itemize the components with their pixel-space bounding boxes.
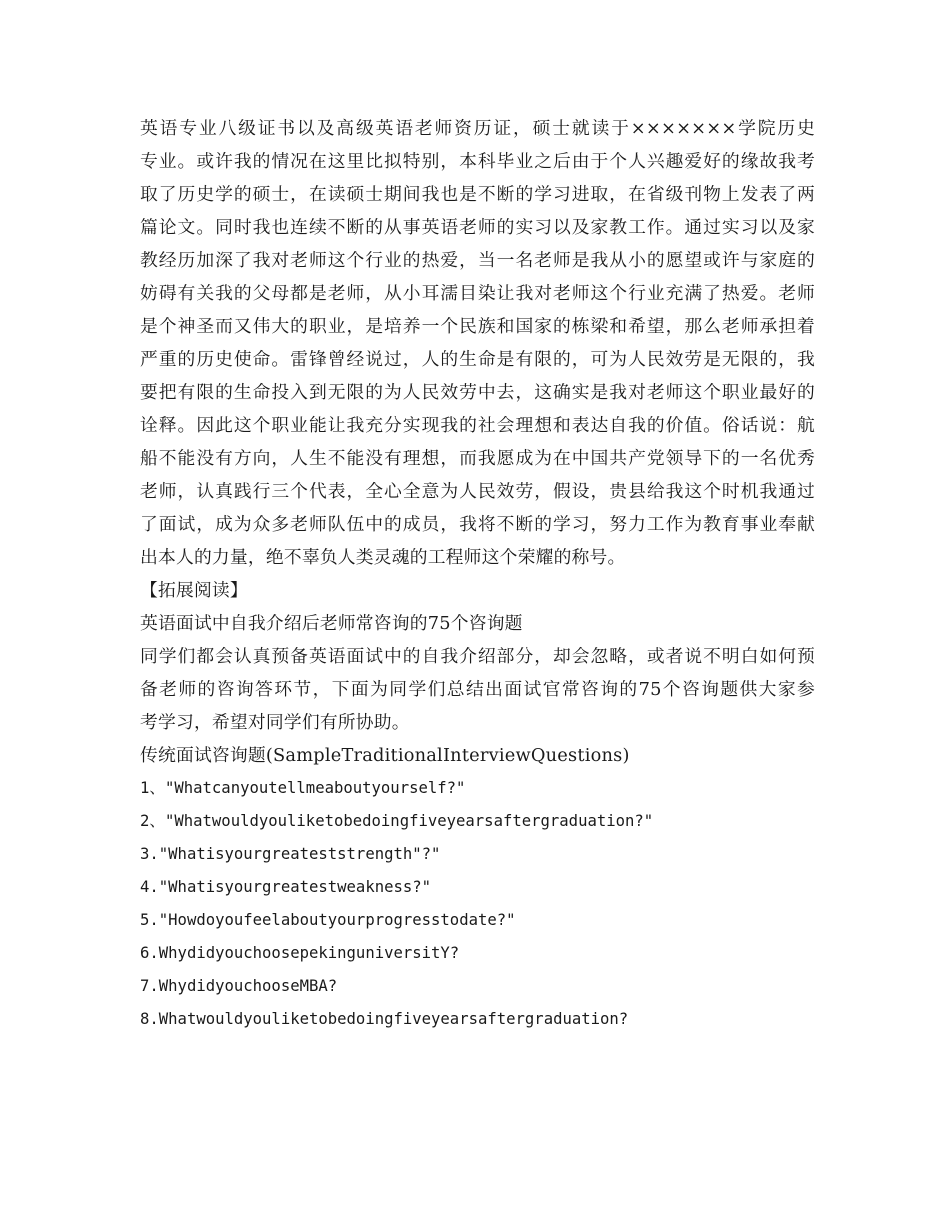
paragraph-line: 要把有限的生命投入到无限的为人民效劳中去，这确实是我对老师这个职业最好的 bbox=[140, 382, 815, 403]
question-item: 3."Whatisyourgreateststrength"?" bbox=[140, 845, 441, 863]
paragraph-line: 出本人的力量，绝不辜负人类灵魂的工程师这个荣耀的称号。 bbox=[140, 547, 626, 568]
extended-reading-heading: 【拓展阅读】 bbox=[140, 580, 248, 601]
question-item: 8.Whatwouldyouliketobedoingfiveyearsaftergraduation? bbox=[140, 1010, 629, 1028]
paragraph-line: 了面试，成为众多老师队伍中的成员，我将不断的学习，努力工作为教育事业奉献 bbox=[140, 514, 815, 535]
intro-paragraph bbox=[140, 112, 815, 574]
question-item: 1、"Whatcanyoutellmeaboutyourself?" bbox=[140, 779, 466, 797]
question-item: 2、"Whatwouldyouliketobedoingfiveyearsaftergraduation?" bbox=[140, 812, 654, 830]
paragraph-line: 同学们都会认真预备英语面试中的自我介绍部分，却会忽略，或者说不明白如何预 bbox=[140, 646, 815, 667]
paragraph-line: 老师，认真践行三个代表，全心全意为人民效劳，假设，贵县给我这个时机我通过 bbox=[140, 481, 815, 502]
paragraph-line: 备老师的咨询答环节，下面为同学们总结出面试官常咨询的75个咨询题供大家参 bbox=[140, 679, 815, 700]
paragraph-line: 专业。或许我的情况在这里比拟特别，本科毕业之后由于个人兴趣爱好的缘故我考 bbox=[140, 151, 815, 172]
paragraph-line: 篇论文。同时我也连续不断的从事英语老师的实习以及家教工作。通过实习以及家 bbox=[140, 217, 815, 238]
question-list bbox=[140, 772, 815, 1036]
paragraph-line: 船不能没有方向，人生不能没有理想，而我愿成为在中国共产党领导下的一名优秀 bbox=[140, 448, 815, 469]
question-item: 5."Howdoyoufeelaboutyourprogresstodate?" bbox=[140, 911, 516, 929]
document-page bbox=[140, 112, 815, 1036]
article-intro bbox=[140, 640, 815, 739]
paragraph-line: 考学习，希望对同学们有所协助。 bbox=[140, 712, 410, 733]
paragraph-line: 教经历加深了我对老师这个行业的热爱，当一名老师是我从小的愿望或许与家庭的 bbox=[140, 250, 815, 271]
question-item: 4."Whatisyourgreatestweakness?" bbox=[140, 878, 432, 896]
paragraph-line: 严重的历史使命。雷锋曾经说过，人的生命是有限的，可为人民效劳是无限的，我 bbox=[140, 349, 815, 370]
paragraph-line: 诠释。因此这个职业能让我充分实现我的社会理想和表达自我的价值。俗话说：航 bbox=[140, 415, 815, 436]
question-item: 7.WhydidyouchooseMBA? bbox=[140, 977, 338, 995]
section-heading: 传统面试咨询题(SampleTraditionalInterviewQuestions) bbox=[140, 745, 630, 766]
paragraph-line: 是个神圣而又伟大的职业，是培养一个民族和国家的栋梁和希望，那么老师承担着 bbox=[140, 316, 815, 337]
paragraph-line: 英语专业八级证书以及高级英语老师资历证，硕士就读于×××××××学院历史 bbox=[140, 118, 815, 139]
paragraph-line: 妨碍有关我的父母都是老师，从小耳濡目染让我对老师这个行业充满了热爱。老师 bbox=[140, 283, 815, 304]
article-title: 英语面试中自我介绍后老师常咨询的75个咨询题 bbox=[140, 613, 523, 634]
paragraph-line: 取了历史学的硕士，在读硕士期间我也是不断的学习进取，在省级刊物上发表了两 bbox=[140, 184, 815, 205]
question-item: 6.WhydidyouchoosepekinguniversitY? bbox=[140, 944, 460, 962]
